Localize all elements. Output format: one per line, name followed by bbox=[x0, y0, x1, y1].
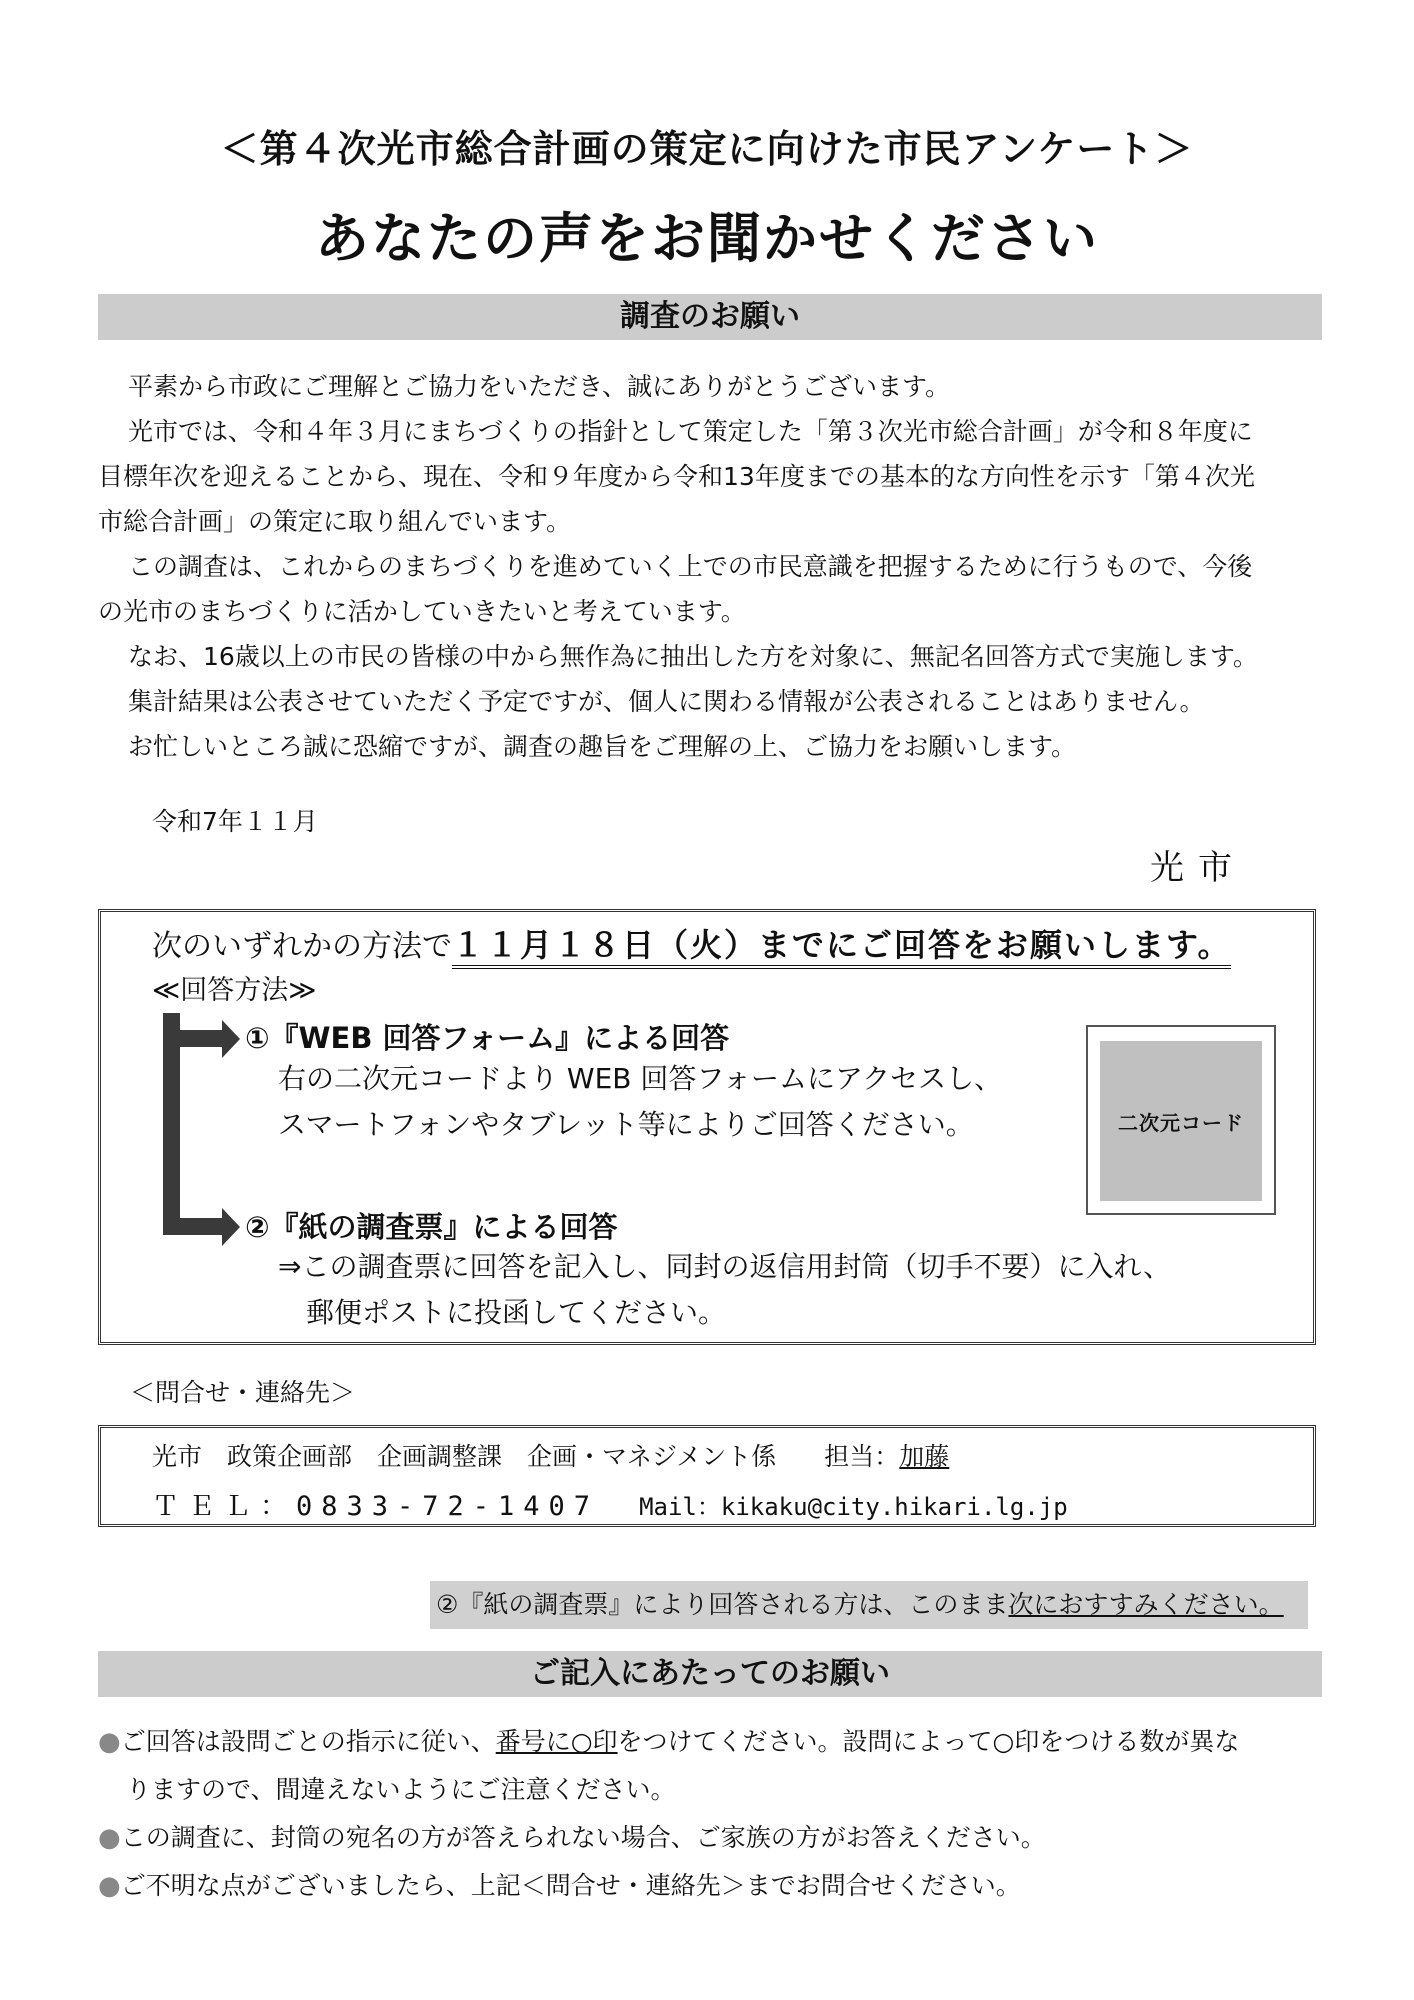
web-method-line: 右の二次元コードより WEB 回答フォームにアクセスし、 bbox=[278, 1062, 1003, 1095]
instructions-list bbox=[98, 1718, 1322, 1910]
contact-label: ＜問合せ・連絡先＞ bbox=[130, 1378, 356, 1407]
bullet-dot-icon: ● bbox=[98, 1727, 121, 1757]
request-line: 光市では、令和４年３月にまちづくりの指針として策定した「第３次光市総合計画」が令和８年度に bbox=[128, 417, 1253, 446]
instruction-text: をつけてください。設問によって○印をつける数が異な bbox=[617, 1727, 1240, 1756]
survey-subtitle: ＜第４次光市総合計画の策定に向けた市民アンケート＞ bbox=[220, 127, 1194, 171]
paper-note-prefix: ②『紙の調査票』により回答される方は、このまま bbox=[436, 1590, 1009, 1619]
instruction-text: ご回答は設問ごとの指示に従い、 bbox=[120, 1727, 496, 1756]
methods-label: ≪回答方法≫ bbox=[152, 975, 317, 1006]
request-line: お忙しいところ誠に恐縮ですが、調査の趣旨をご理解の上、ご協力をお願いします。 bbox=[128, 732, 1077, 761]
web-method-body bbox=[278, 1056, 1002, 1148]
request-line: 平素から市政にご理解とご協力をいただき、誠にありがとうございます。 bbox=[128, 372, 951, 401]
deadline-date: １１月１８日（火）までにご回答をお願いします。 bbox=[452, 926, 1231, 969]
issuer-name: 光市 bbox=[1150, 848, 1246, 888]
request-line: この調査は、これからのまちづくりを進めていく上での市民意識を把握するために行うもので、今後 bbox=[128, 552, 1253, 581]
contact-tanto-label: 担当： bbox=[824, 1442, 900, 1471]
qr-code-placeholder: 二次元コード bbox=[1100, 1041, 1262, 1201]
request-line: なお、16歳以上の市民の皆様の中から無作為に抽出した方を対象に、無記名回答方式で実施します。 bbox=[128, 642, 1258, 671]
instruction-item bbox=[98, 1814, 1322, 1862]
contact-tel: ＴＥＬ：0833-72-1407 bbox=[152, 1491, 600, 1522]
contact-mail-link[interactable]: Mail：kikaku@city.hikari.lg.jp bbox=[639, 1493, 1068, 1521]
contact-tanto-name: 加藤 bbox=[899, 1442, 950, 1471]
arrow-right-icon bbox=[163, 1030, 225, 1047]
paper-method-line: 郵便ポストに投函してください。 bbox=[278, 1296, 727, 1329]
instruction-continuation: りますので、間違えないようにご注意ください。 bbox=[126, 1775, 676, 1804]
contact-org-line bbox=[152, 1437, 949, 1473]
paper-method-title: ②『紙の調査票』による回答 bbox=[245, 1210, 618, 1244]
section-heading-request: 調査のお願い bbox=[98, 294, 1322, 340]
instruction-text: ご不明な点がございましたら、上記＜問合せ・連絡先＞までお問合せください。 bbox=[120, 1871, 1021, 1900]
web-method-title: ①『WEB 回答フォーム』による回答 bbox=[245, 1021, 730, 1055]
contact-tel-mail-line bbox=[152, 1484, 1068, 1523]
web-method-line: スマートフォンやタブレット等によりご回答ください。 bbox=[278, 1108, 974, 1141]
page-title: あなたの声をお聞かせください bbox=[315, 207, 1099, 270]
instruction-item bbox=[98, 1862, 1322, 1910]
paper-response-note bbox=[430, 1581, 1308, 1629]
section-heading-instructions: ご記入にあたってのお願い bbox=[98, 1651, 1322, 1697]
deadline-prefix: 次のいずれかの方法で bbox=[152, 929, 452, 964]
issue-date: 令和7年１１月 bbox=[152, 807, 318, 836]
qr-code-frame[interactable] bbox=[1086, 1025, 1276, 1215]
arrow-right-icon bbox=[163, 1218, 225, 1235]
request-body bbox=[98, 364, 1322, 769]
bullet-dot-icon: ● bbox=[98, 1823, 121, 1853]
instruction-underlined: 番号に○印 bbox=[495, 1727, 618, 1756]
paper-method-line: ⇒この調査票に回答を記入し、同封の返信用封筒（切手不要）に入れ、 bbox=[278, 1250, 1172, 1283]
request-line: 目標年次を迎えることから、現在、令和９年度から令和13年度までの基本的な方向性を示す「第４次光 bbox=[98, 462, 1255, 491]
bullet-dot-icon: ● bbox=[98, 1871, 121, 1901]
instruction-item bbox=[98, 1718, 1322, 1814]
paper-method-body bbox=[278, 1244, 1171, 1336]
contact-org: 光市 政策企画部 企画調整課 企画・マネジメント係 bbox=[152, 1442, 777, 1471]
request-line: 市総合計画」の策定に取り組んでいます。 bbox=[98, 507, 572, 536]
arrow-right-icon bbox=[222, 1020, 240, 1058]
paper-note-underlined: 次におすすみください。 bbox=[1008, 1590, 1284, 1619]
deadline-notice bbox=[152, 920, 1231, 966]
request-line: の光市のまちづくりに活かしていきたいと考えています。 bbox=[98, 597, 746, 626]
request-line: 集計結果は公表させていただく予定ですが、個人に関わる情報が公表されることはありません。 bbox=[128, 687, 1205, 716]
arrow-right-icon bbox=[222, 1208, 240, 1246]
instruction-text: この調査に、封筒の宛名の方が答えられない場合、ご家族の方がお答えください。 bbox=[120, 1823, 1046, 1852]
